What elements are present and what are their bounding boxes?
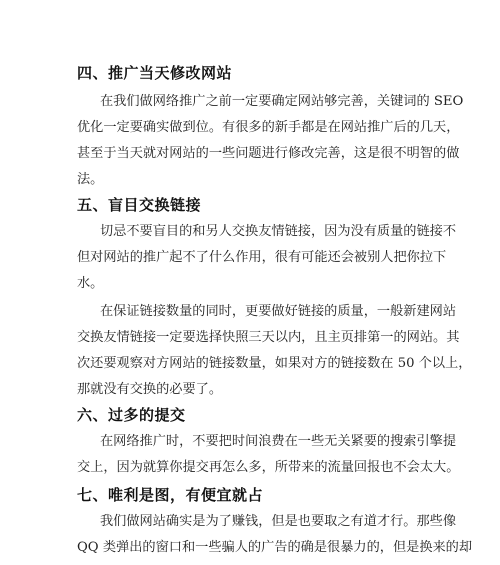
section-heading: 六、过多的提交 — [77, 406, 186, 424]
paragraph-line: 那就没有交换的必要了。 — [77, 382, 223, 397]
paragraph-line: 切忌不要盲目的和另人交换友情链接，因为没有质量的链接不 — [100, 224, 457, 239]
paragraph-line: QQ 类弹出的窗口和一些骗人的广告的确是很暴力的，但是换来的却 — [77, 540, 473, 555]
paragraph-line: 次还要观察对方网站的链接数量，如果对方的链接数在 50 个以上， — [77, 356, 472, 371]
paragraph-line: 但对网站的推广起不了什么作用，很有可能还会被别人把你拉下 — [77, 250, 447, 265]
paragraph-line: 在我们做网络推广之前一定要确定网站够完善，关键词的 SEO — [100, 94, 464, 109]
paragraph-line: 在保证链接数量的同时，更要做好链接的质量，一般新建网站 — [100, 304, 457, 319]
section-heading: 四、推广当天修改网站 — [77, 64, 233, 82]
paragraph-line: 交换友情链接一定要选择快照三天以内，且主页排第一的网站。其 — [77, 330, 460, 345]
paragraph-line: 甚至于当天就对网站的一些问题进行修改完善，这是很不明智的做 — [77, 146, 460, 161]
section-heading: 七、唯利是图，有便宜就占 — [77, 486, 264, 504]
section-heading: 五、盲目交换链接 — [77, 196, 202, 214]
paragraph-line: 我们做网站确实是为了赚钱，但是也要取之有道才行。那些像 — [100, 514, 457, 529]
paragraph-line: 水。 — [77, 276, 104, 291]
paragraph-line: 在网络推广时，不要把时间浪费在一些无关紧要的搜索引擎提 — [100, 434, 457, 449]
paragraph-line: 法。 — [77, 172, 104, 187]
paragraph-line: 优化一定要确实做到位。有很多的新手都是在网站推广后的几天， — [77, 120, 460, 135]
paragraph-line: 交上，因为就算你提交再怎么多，所带来的流量回报也不会太大。 — [77, 460, 460, 475]
